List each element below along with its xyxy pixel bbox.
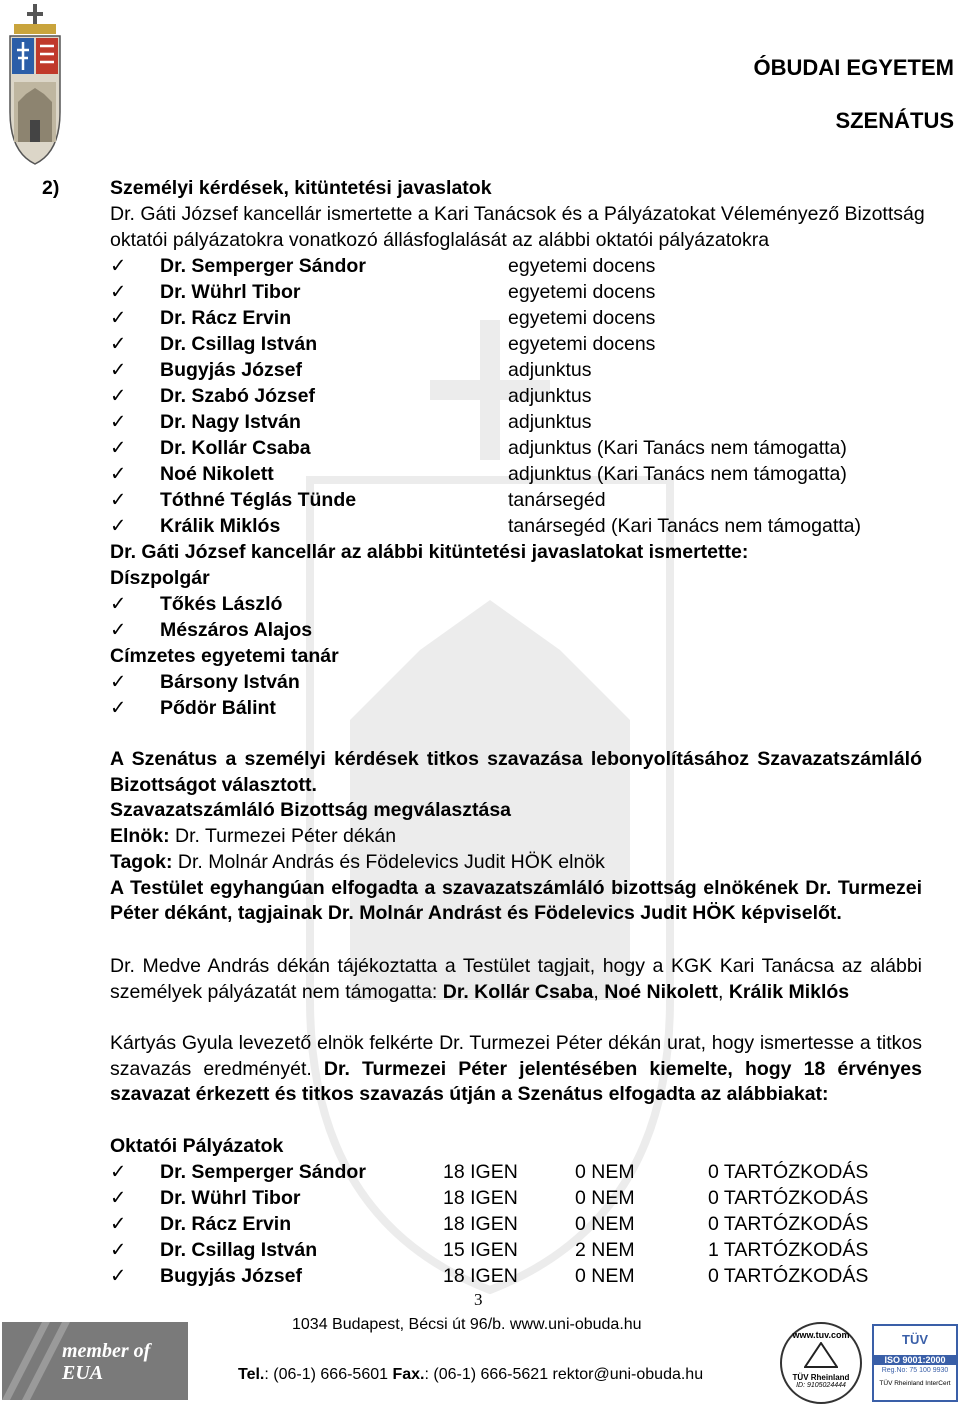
list-item: ✓ Bársony István [110,671,300,693]
iso-cert-logo: TÜV ISO 9001:2000 Reg.No: 75 100 9930 TÜV Rheinland InterCert [872,1324,958,1402]
committee-title: Szavazatszámláló Bizottság megválasztása [110,799,512,821]
checkmark-icon: ✓ [110,1187,127,1209]
awards-intro: Dr. Gáti József kancellár az alábbi kitüntetési javaslatokat ismertette: [110,541,749,563]
vote-report-line-1: Kártyás Gyula levezető elnök felkérte Dr. Turmezei Péter dékán urat, hogy ismertesse a titkos [110,1032,922,1054]
senate-title: SZENÁTUS [835,108,954,133]
checkmark-icon: ✓ [110,359,127,381]
checkmark-icon: ✓ [110,385,127,407]
checkmark-icon: ✓ [110,1161,127,1183]
vote-report-line-2: szavazás eredményét. Dr. Turmezei Péter jelentésében kiemelte, hogy 18 érvényes [110,1058,922,1080]
page-number: 3 [474,1290,483,1309]
table-row: ✓ Dr. Semperger Sándor 18 IGEN 0 NEM 0 TARTÓZKODÁS [110,1161,869,1183]
checkmark-icon: ✓ [110,619,127,641]
checkmark-icon: ✓ [110,489,127,511]
list-item: ✓ Dr. Kollár Csaba adjunktus (Kari Tanács nem támogatta) [110,437,847,459]
checkmark-icon: ✓ [110,437,127,459]
committee-result-line-1: A Testület egyhangúan elfogadta a szavazatszámláló bizottság elnökének Dr. Turmezei [110,877,922,899]
committee-chair: Elnök: Dr. Turmezei Péter dékán [110,825,397,847]
list-item: ✓ Pődör Bálint [110,697,276,719]
medve-line-1: Dr. Medve András dékán tájékoztatta a Testület tagjait, hogy a KGK Kari Tanácsa az alábbi [110,955,922,977]
award-group-title: Címzetes egyetemi tanár [110,645,339,667]
list-item: ✓ Králik Miklós tanársegéd (Kari Tanács nem támogatta) [110,515,861,537]
list-item: ✓ Dr. Szabó József adjunktus [110,385,592,407]
results-title: Oktatói Pályázatok [110,1135,284,1157]
list-item: ✓ Noé Nikolett adjunktus (Kari Tanács nem támogatta) [110,463,847,485]
checkmark-icon: ✓ [110,307,127,329]
list-item: ✓ Tóthné Téglás Tünde tanársegéd [110,489,606,511]
checkmark-icon: ✓ [110,411,127,433]
footer-address: 1034 Budapest, Bécsi út 96/b. www.uni-obuda.hu [292,1316,642,1333]
checkmark-icon: ✓ [110,281,127,303]
checkmark-icon: ✓ [110,1239,127,1261]
university-name: ÓBUDAI EGYETEM [753,55,954,80]
tuv-logo: www.tuv.com TÜV Rheinland ID: 9105024444 [780,1322,862,1404]
eua-text: member of EUA [62,1340,151,1384]
committee-paragraph-line-1: A Szenátus a személyi kérdések titkos szavazása lebonyolításához Szavazatszámláló [110,748,922,770]
checkmark-icon: ✓ [110,593,127,615]
table-row: ✓ Dr. Rácz Ervin 18 IGEN 0 NEM 0 TARTÓZKODÁS [110,1213,869,1235]
checkmark-icon: ✓ [110,255,127,277]
checkmark-icon: ✓ [110,515,127,537]
vote-report-line-3: szavazat érkezett és titkos szavazás útján a Szenátus elfogadta az alábbiakat: [110,1083,829,1105]
section-number: 2) [42,177,60,199]
table-row: ✓ Bugyjás József 18 IGEN 0 NEM 0 TARTÓZKODÁS [110,1265,869,1287]
eua-member-logo [2,1322,188,1400]
list-item: ✓ Mészáros Alajos [110,619,313,641]
checkmark-icon: ✓ [110,671,127,693]
table-row: ✓ Dr. Csillag István 15 IGEN 2 NEM 1 TARTÓZKODÁS [110,1239,869,1261]
committee-result-line-2: Péter dékánt, tagjainak Dr. Molnár Andrást és Födelevics Judit HÖK képviselőt. [110,902,842,924]
university-crest-logo [6,2,64,167]
intro-line-2: oktatói pályázatokra vonatkozó állásfoglalását az alábbi oktatói pályázatokra [110,229,770,251]
list-item: ✓ Tőkés László [110,593,283,615]
table-row: ✓ Dr. Wührl Tibor 18 IGEN 0 NEM 0 TARTÓZKODÁS [110,1187,869,1209]
list-item: ✓ Dr. Wührl Tibor egyetemi docens [110,281,656,303]
checkmark-icon: ✓ [110,463,127,485]
section-title: Személyi kérdések, kitüntetési javaslatok [110,177,492,199]
checkmark-icon: ✓ [110,333,127,355]
list-item: ✓ Bugyjás József adjunktus [110,359,592,381]
list-item: ✓ Dr. Rácz Ervin egyetemi docens [110,307,656,329]
medve-line-2: személyek pályázatát nem támogatta: Dr. Kollár Csaba, Noé Nikolett, Králik Miklós [110,981,850,1003]
committee-paragraph-line-2: Bizottságot választott. [110,774,317,796]
footer-contact: Tel.: (06-1) 666-5601 Fax.: (06-1) 666-5621 rektor@uni-obuda.hu [238,1366,704,1383]
committee-members: Tagok: Dr. Molnár András és Födelevics Judit HÖK elnök [110,851,605,873]
award-group-title: Díszpolgár [110,567,210,589]
tuv-triangle-icon [804,1342,838,1368]
intro-line-1: Dr. Gáti József kancellár ismertette a Kari Tanácsok és a Pályázatokat Véleményező Bizottság [110,203,925,225]
checkmark-icon: ✓ [110,697,127,719]
list-item: ✓ Dr. Nagy István adjunktus [110,411,592,433]
list-item: ✓ Dr. Semperger Sándor egyetemi docens [110,255,656,277]
checkmark-icon: ✓ [110,1213,127,1235]
checkmark-icon: ✓ [110,1265,127,1287]
list-item: ✓ Dr. Csillag István egyetemi docens [110,333,656,355]
